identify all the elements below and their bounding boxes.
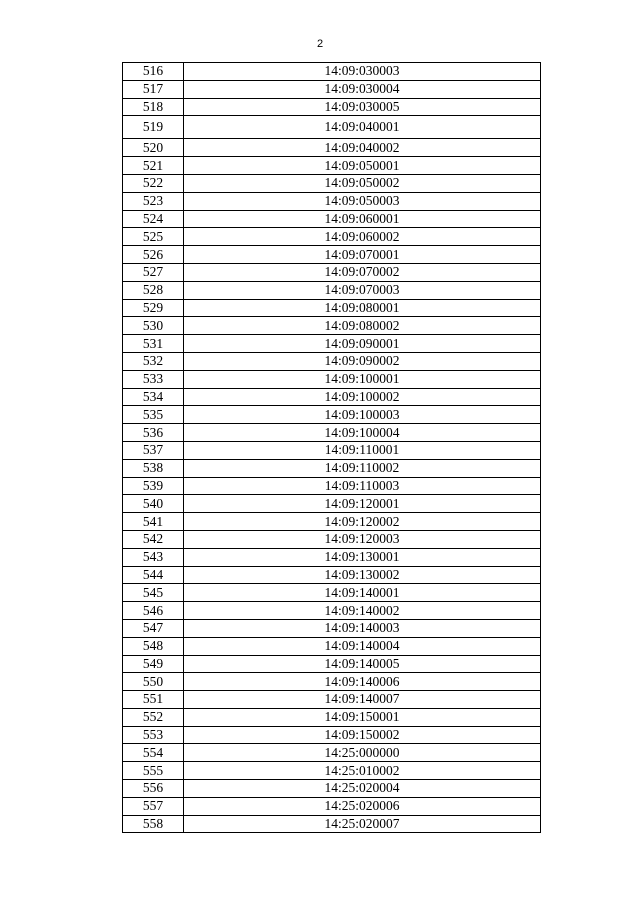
table-row xyxy=(123,726,541,744)
table-row xyxy=(123,192,541,210)
code-cell: 14:09:140007 xyxy=(184,691,541,709)
code-cell: 14:09:050002 xyxy=(184,174,541,192)
code-cell: 14:09:140006 xyxy=(184,673,541,691)
code-cell: 14:09:050003 xyxy=(184,192,541,210)
code-cell: 14:09:110002 xyxy=(184,459,541,477)
table-row xyxy=(123,174,541,192)
table-row xyxy=(123,815,541,833)
table-row xyxy=(123,584,541,602)
code-cell: 14:09:030003 xyxy=(184,63,541,81)
code-cell: 14:09:140001 xyxy=(184,584,541,602)
code-cell: 14:09:040001 xyxy=(184,116,541,139)
table-row xyxy=(123,98,541,116)
table-row xyxy=(123,566,541,584)
row-number-cell: 551 xyxy=(123,691,184,709)
row-number-cell: 533 xyxy=(123,370,184,388)
table-row xyxy=(123,691,541,709)
code-cell: 14:09:100002 xyxy=(184,388,541,406)
table-row xyxy=(123,370,541,388)
row-number-cell: 555 xyxy=(123,762,184,780)
table-row xyxy=(123,299,541,317)
code-cell: 14:09:090001 xyxy=(184,335,541,353)
table-row xyxy=(123,246,541,264)
table-row xyxy=(123,797,541,815)
code-cell: 14:09:070003 xyxy=(184,281,541,299)
code-cell: 14:09:040002 xyxy=(184,139,541,157)
code-cell: 14:25:020004 xyxy=(184,780,541,798)
table-row xyxy=(123,80,541,98)
row-number-cell: 553 xyxy=(123,726,184,744)
row-number-cell: 522 xyxy=(123,174,184,192)
code-cell: 14:09:120002 xyxy=(184,513,541,531)
page-number: 2 xyxy=(316,38,324,50)
row-number-cell: 526 xyxy=(123,246,184,264)
code-cell: 14:09:140002 xyxy=(184,602,541,620)
row-number-cell: 531 xyxy=(123,335,184,353)
row-number-cell: 527 xyxy=(123,263,184,281)
row-number-cell: 516 xyxy=(123,63,184,81)
row-number-cell: 538 xyxy=(123,459,184,477)
table-row xyxy=(123,548,541,566)
code-cell: 14:09:100003 xyxy=(184,406,541,424)
table-row xyxy=(123,673,541,691)
table-row xyxy=(123,762,541,780)
code-cell: 14:09:070001 xyxy=(184,246,541,264)
code-cell: 14:09:150002 xyxy=(184,726,541,744)
code-cell: 14:09:030004 xyxy=(184,80,541,98)
code-cell: 14:09:030005 xyxy=(184,98,541,116)
code-cell: 14:09:140003 xyxy=(184,619,541,637)
table-row xyxy=(123,263,541,281)
code-cell: 14:09:060001 xyxy=(184,210,541,228)
table-row xyxy=(123,780,541,798)
code-cell: 14:25:020006 xyxy=(184,797,541,815)
row-number-cell: 532 xyxy=(123,352,184,370)
table-row xyxy=(123,139,541,157)
row-number-cell: 554 xyxy=(123,744,184,762)
table-row xyxy=(123,228,541,246)
table-row xyxy=(123,602,541,620)
code-cell: 14:09:080001 xyxy=(184,299,541,317)
records-table xyxy=(122,62,541,833)
code-cell: 14:25:010002 xyxy=(184,762,541,780)
code-cell: 14:09:130001 xyxy=(184,548,541,566)
row-number-cell: 524 xyxy=(123,210,184,228)
table-row xyxy=(123,406,541,424)
row-number-cell: 525 xyxy=(123,228,184,246)
table-row xyxy=(123,317,541,335)
table-row xyxy=(123,637,541,655)
row-number-cell: 545 xyxy=(123,584,184,602)
table-row xyxy=(123,619,541,637)
row-number-cell: 544 xyxy=(123,566,184,584)
row-number-cell: 518 xyxy=(123,98,184,116)
table-row xyxy=(123,352,541,370)
row-number-cell: 548 xyxy=(123,637,184,655)
code-cell: 14:09:110001 xyxy=(184,441,541,459)
code-cell: 14:09:120003 xyxy=(184,530,541,548)
row-number-cell: 537 xyxy=(123,441,184,459)
row-number-cell: 542 xyxy=(123,530,184,548)
row-number-cell: 536 xyxy=(123,424,184,442)
row-number-cell: 547 xyxy=(123,619,184,637)
code-cell: 14:09:140005 xyxy=(184,655,541,673)
row-number-cell: 550 xyxy=(123,673,184,691)
table-row xyxy=(123,424,541,442)
row-number-cell: 543 xyxy=(123,548,184,566)
table-row xyxy=(123,157,541,175)
table-row xyxy=(123,281,541,299)
table-row xyxy=(123,655,541,673)
code-cell: 14:09:090002 xyxy=(184,352,541,370)
row-number-cell: 517 xyxy=(123,80,184,98)
row-number-cell: 546 xyxy=(123,602,184,620)
code-cell: 14:09:050001 xyxy=(184,157,541,175)
code-cell: 14:09:100001 xyxy=(184,370,541,388)
row-number-cell: 521 xyxy=(123,157,184,175)
table-row xyxy=(123,116,541,139)
table-row xyxy=(123,459,541,477)
table-row xyxy=(123,744,541,762)
row-number-cell: 540 xyxy=(123,495,184,513)
row-number-cell: 534 xyxy=(123,388,184,406)
code-cell: 14:09:130002 xyxy=(184,566,541,584)
code-cell: 14:09:140004 xyxy=(184,637,541,655)
table-row xyxy=(123,530,541,548)
code-cell: 14:09:120001 xyxy=(184,495,541,513)
code-cell: 14:09:070002 xyxy=(184,263,541,281)
row-number-cell: 539 xyxy=(123,477,184,495)
table-row xyxy=(123,495,541,513)
code-cell: 14:09:110003 xyxy=(184,477,541,495)
row-number-cell: 552 xyxy=(123,708,184,726)
row-number-cell: 529 xyxy=(123,299,184,317)
table-row xyxy=(123,335,541,353)
table-row xyxy=(123,708,541,726)
table-row xyxy=(123,388,541,406)
table-row xyxy=(123,441,541,459)
row-number-cell: 528 xyxy=(123,281,184,299)
row-number-cell: 520 xyxy=(123,139,184,157)
code-cell: 14:09:080002 xyxy=(184,317,541,335)
row-number-cell: 541 xyxy=(123,513,184,531)
table-row xyxy=(123,513,541,531)
records-table-body xyxy=(123,63,541,833)
row-number-cell: 519 xyxy=(123,116,184,139)
code-cell: 14:09:150001 xyxy=(184,708,541,726)
row-number-cell: 523 xyxy=(123,192,184,210)
row-number-cell: 549 xyxy=(123,655,184,673)
code-cell: 14:09:100004 xyxy=(184,424,541,442)
code-cell: 14:25:000000 xyxy=(184,744,541,762)
row-number-cell: 535 xyxy=(123,406,184,424)
table-row xyxy=(123,63,541,81)
table-row xyxy=(123,477,541,495)
table-row xyxy=(123,210,541,228)
row-number-cell: 556 xyxy=(123,780,184,798)
row-number-cell: 530 xyxy=(123,317,184,335)
code-cell: 14:25:020007 xyxy=(184,815,541,833)
row-number-cell: 557 xyxy=(123,797,184,815)
row-number-cell: 558 xyxy=(123,815,184,833)
code-cell: 14:09:060002 xyxy=(184,228,541,246)
